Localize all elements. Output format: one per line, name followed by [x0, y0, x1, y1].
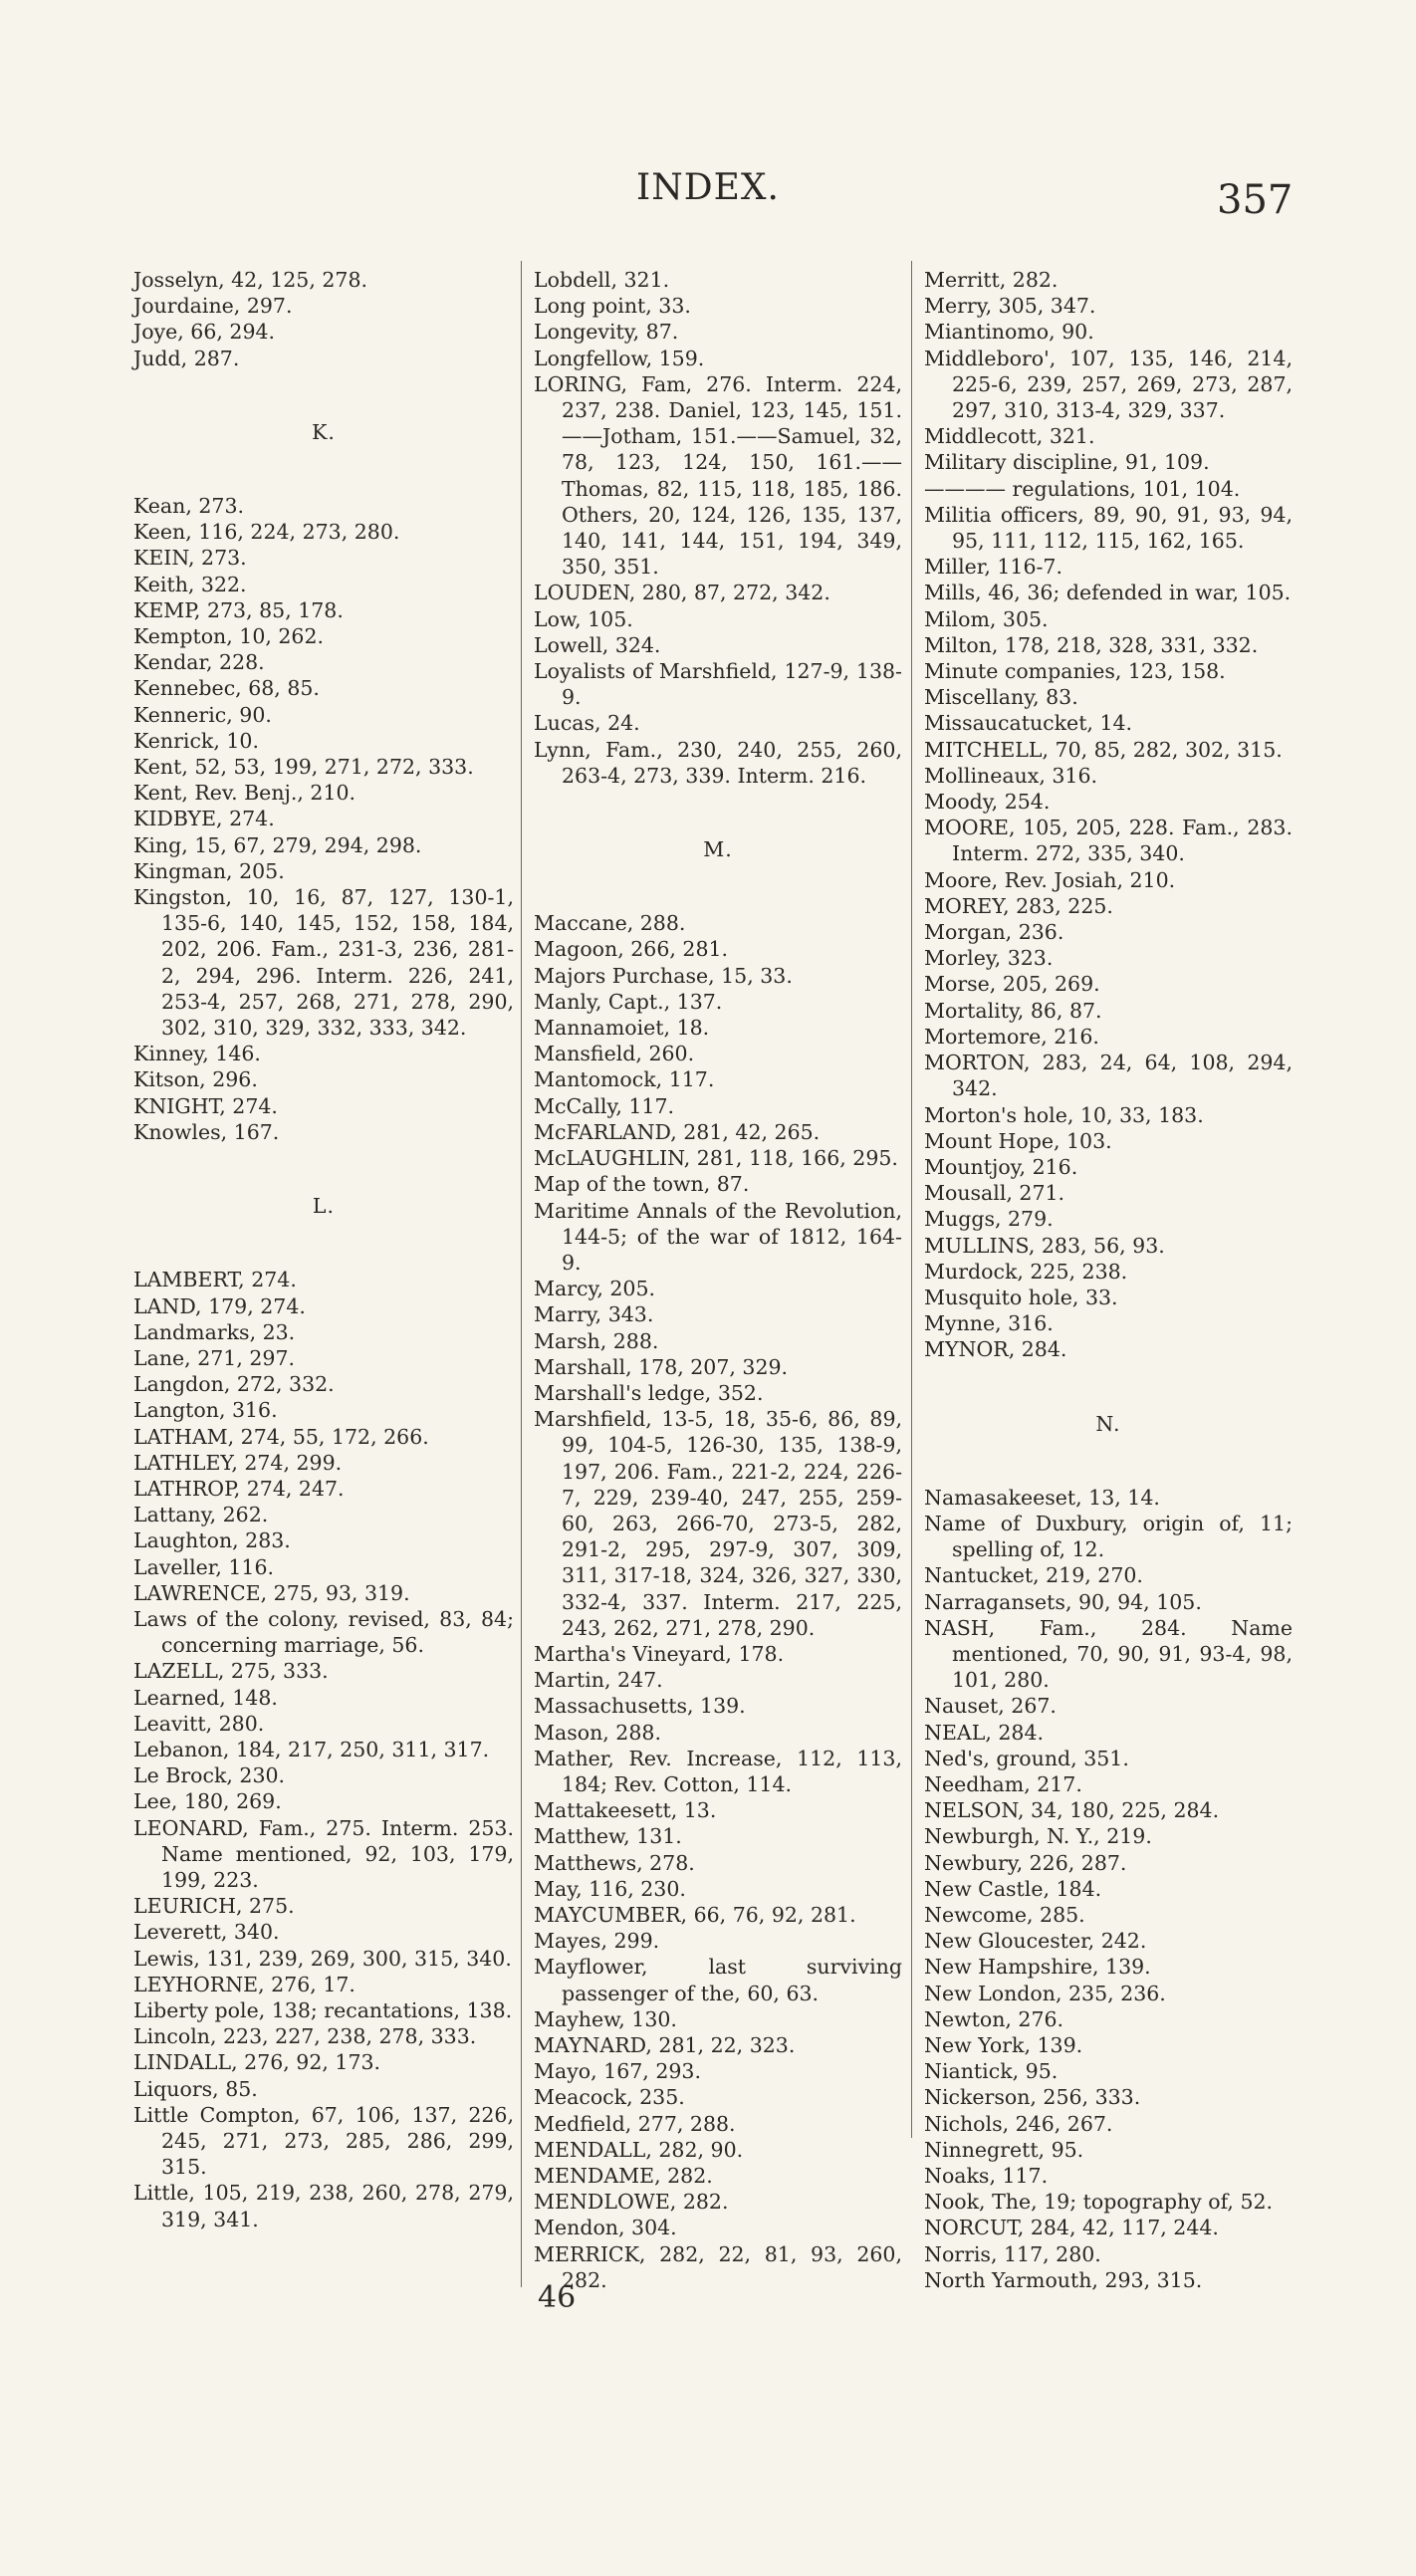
index-entry: Maccane, 288.: [534, 911, 686, 936]
section-gap: [534, 789, 902, 836]
index-entry: Kitson, 296.: [133, 1067, 258, 1092]
index-entry: Morley, 323.: [924, 946, 1054, 971]
index-entry: Marsh, 288.: [534, 1328, 659, 1353]
index-entry: LAWRENCE, 275, 93, 319.: [133, 1580, 410, 1605]
index-entry: Mousall, 271.: [924, 1181, 1065, 1206]
index-entry: Little Compton, 67, 106, 137, 226, 245, 271, 273, 285, 286, 299, 315.: [133, 2102, 514, 2180]
index-entry: Judd, 287.: [133, 346, 240, 370]
index-entry: Lobdell, 321.: [534, 268, 670, 292]
index-entry: Marshfield, 13-5, 18, 35-6, 86, 89, 99, 104-5, 126-30, 135, 138-9, 197, 206. Fam., 221-2, 224, 226-7, 229, 239-40, 247, 255, 259-60, 263, 266-70, 273-5, 282, 291-2, 295, 297-9, 307, 309, 311, 317-18, 324, 326, 327, 330, 332-4, 337. Interm. 217, 225, 243, 262, 271, 278, 290.: [534, 1407, 902, 1640]
index-entry: Miantinomo, 90.: [924, 320, 1094, 345]
index-entry: Low, 105.: [534, 606, 633, 631]
index-entry: Kinney, 146.: [133, 1042, 261, 1066]
index-entry: Morse, 205, 269.: [924, 972, 1100, 997]
index-entry: MORTON, 283, 24, 64, 108, 294, 342.: [924, 1051, 1293, 1101]
index-entry: Milom, 305.: [924, 606, 1049, 631]
index-entry: LATHAM, 274, 55, 172, 266.: [133, 1424, 429, 1449]
index-entry: Mantomock, 117.: [534, 1067, 715, 1092]
section-letter: N.: [1095, 1411, 1121, 1436]
index-entry: Merry, 305, 347.: [924, 294, 1096, 319]
index-entry: Kean, 273.: [133, 494, 244, 519]
index-entry: Massachusetts, 139.: [534, 1694, 746, 1719]
index-entry: Medfield, 277, 288.: [534, 2111, 736, 2136]
index-entry: Martin, 247.: [534, 1668, 663, 1693]
index-entry: LOUDEN, 280, 87, 272, 342.: [534, 581, 830, 605]
page-number: 357: [1217, 177, 1294, 223]
index-entry: Newburgh, N. Y., 219.: [924, 1824, 1152, 1849]
index-entry: Manly, Capt., 137.: [534, 989, 723, 1014]
index-entry: Musquito hole, 33.: [924, 1285, 1118, 1309]
index-entry: Mayes, 299.: [534, 1929, 660, 1954]
index-entry: Newbury, 226, 287.: [924, 1850, 1127, 1875]
index-entry: LEONARD, Fam., 275. Interm. 253. Name mentioned, 92, 103, 179, 199, 223.: [133, 1815, 514, 1892]
index-entry: Norris, 117, 280.: [924, 2241, 1101, 2266]
index-entry: Laughton, 283.: [133, 1528, 291, 1553]
index-entry: MULLINS, 283, 56, 93.: [924, 1233, 1165, 1258]
index-entry: LAZELL, 275, 333.: [133, 1659, 329, 1684]
index-entry: North Yarmouth, 293, 315.: [924, 2267, 1203, 2292]
section-gap: [133, 1219, 514, 1267]
index-entry: LEYHORNE, 276, 17.: [133, 1972, 355, 1996]
signature-mark: 46: [538, 2280, 577, 2315]
index-entry: MENDALL, 282, 90.: [534, 2137, 744, 2162]
index-entry: Joye, 66, 294.: [133, 320, 276, 345]
index-entry: MITCHELL, 70, 85, 282, 302, 315.: [924, 737, 1283, 762]
index-entry: Laveller, 116.: [133, 1554, 275, 1579]
index-entry: Keen, 116, 224, 273, 280.: [133, 520, 400, 545]
index-entry: Newton, 276.: [924, 2006, 1064, 2031]
index-entry: MAYNARD, 281, 22, 323.: [534, 2033, 796, 2057]
index-entry: NORCUT, 284, 42, 117, 244.: [924, 2216, 1219, 2240]
index-entry: Laws of the colony, revised, 83, 84; concerning marriage, 56.: [133, 1606, 514, 1658]
index-entry: Majors Purchase, 15, 33.: [534, 963, 793, 988]
index-entry: New York, 139.: [924, 2033, 1083, 2057]
index-entry: Liberty pole, 138; recantations, 138.: [133, 1997, 513, 2022]
index-entry: Kempton, 10, 262.: [133, 624, 325, 649]
section-letter: L.: [312, 1194, 336, 1219]
index-entry: Kenrick, 10.: [133, 728, 259, 753]
index-entry: Ninnegrett, 95.: [924, 2137, 1084, 2162]
running-head: INDEX.: [636, 167, 780, 208]
index-entry: Lee, 180, 269.: [133, 1789, 282, 1814]
index-entry: NEAL, 284.: [924, 1720, 1044, 1745]
index-entry: Namasakeeset, 13, 14.: [924, 1485, 1160, 1510]
index-entry: Marry, 343.: [534, 1302, 654, 1327]
section-gap: [924, 1437, 1293, 1485]
section-gap: [133, 1145, 514, 1193]
index-entry: Mortality, 86, 87.: [924, 998, 1102, 1023]
index-entry: LATHROP, 274, 247.: [133, 1476, 345, 1501]
section-gap: [924, 1363, 1293, 1411]
index-entry: Mortemore, 216.: [924, 1024, 1099, 1049]
index-entry: Mills, 46, 36; defended in war, 105.: [924, 581, 1292, 605]
section-gap: [133, 445, 514, 493]
index-entry: Murdock, 225, 238.: [924, 1259, 1128, 1284]
index-entry: Morton's hole, 10, 33, 183.: [924, 1102, 1204, 1127]
section-gap: [133, 371, 514, 419]
index-entry: Leavitt, 280.: [133, 1711, 265, 1736]
index-entry: KEMP, 273, 85, 178.: [133, 597, 344, 622]
index-entry: Little, 105, 219, 238, 260, 278, 279, 319, 341.: [133, 2181, 514, 2231]
index-entry: Middlecott, 321.: [924, 424, 1095, 449]
index-entry: Martha's Vineyard, 178.: [534, 1641, 785, 1666]
index-entry: Kent, 52, 53, 199, 271, 272, 333.: [133, 755, 474, 780]
index-entry: LAND, 179, 274.: [133, 1293, 306, 1318]
index-entry: Niantick, 95.: [924, 2059, 1059, 2084]
index-entry: Mendon, 304.: [534, 2216, 677, 2240]
index-entry: Marcy, 205.: [534, 1277, 656, 1301]
index-entry: Moody, 254.: [924, 790, 1051, 815]
index-entry: Knowles, 167.: [133, 1119, 280, 1144]
index-entry: LEURICH, 275.: [133, 1894, 295, 1919]
index-entry: LATHLEY, 274, 299.: [133, 1450, 343, 1475]
index-entry: Marshall, 178, 207, 329.: [534, 1354, 789, 1379]
index-entry: Mather, Rev. Increase, 112, 113, 184; Rev. Cotton, 114.: [534, 1746, 902, 1796]
index-entry: Lowell, 324.: [534, 632, 661, 657]
index-entry: Mannamoiet, 18.: [534, 1016, 710, 1041]
index-entry: Longevity, 87.: [534, 320, 679, 345]
index-entry: Long point, 33.: [534, 294, 691, 319]
index-entry: Miscellany, 83.: [924, 685, 1078, 710]
index-entry: Nichols, 246, 267.: [924, 2111, 1113, 2136]
index-entry: New Gloucester, 242.: [924, 1929, 1147, 1954]
column-rule: [521, 261, 522, 2287]
index-entry: Kingman, 205.: [133, 858, 285, 883]
index-entry: Militia officers, 89, 90, 91, 93, 94, 95, 111, 112, 115, 162, 165.: [924, 502, 1293, 554]
index-entry: Mayflower, last surviving passenger of the, 60, 63.: [534, 1955, 902, 2005]
index-entry: Middleboro', 107, 135, 146, 214, 225-6, 239, 257, 269, 273, 287, 297, 310, 313-4, 329, 337.: [924, 346, 1293, 423]
section-letter: K.: [312, 419, 336, 444]
index-entry: Minute companies, 123, 158.: [924, 659, 1226, 684]
index-entry: Magoon, 266, 281.: [534, 937, 729, 962]
index-entry: MENDLOWE, 282.: [534, 2190, 729, 2215]
index-entry: Mynne, 316.: [924, 1311, 1054, 1336]
index-entry: Maritime Annals of the Revolution, 144-5; of the war of 1812, 164-9.: [534, 1198, 902, 1275]
index-entry: Learned, 148.: [133, 1685, 278, 1710]
index-entry: New London, 235, 236.: [924, 1981, 1166, 2005]
index-entry: Needham, 217.: [924, 1771, 1082, 1796]
index-entry: Landmarks, 23.: [133, 1319, 296, 1344]
index-entry: Moore, Rev. Josiah, 210.: [924, 867, 1176, 892]
index-entry: Leverett, 340.: [133, 1920, 280, 1945]
index-entry: Military discipline, 91, 109.: [924, 450, 1210, 475]
index-entry: LORING, Fam, 276. Interm. 224, 237, 238. Daniel, 123, 145, 151.——Jotham, 151.——Samuel, 32, 78, 123, 124, 150, 161.——Thomas, 82, 115, 118, 185, 186. Others, 20, 124, 126, 135, 137, 140, 141, 144, 151, 194, 349, 350, 351.: [534, 371, 902, 580]
index-entry: Josselyn, 42, 125, 278.: [133, 268, 368, 292]
index-entry: Mollineaux, 316.: [924, 763, 1097, 788]
index-entry: Langdon, 272, 332.: [133, 1372, 335, 1397]
index-entry: Newcome, 285.: [924, 1902, 1085, 1927]
index-entry: Lane, 271, 297.: [133, 1345, 296, 1370]
index-entry: Nantucket, 219, 270.: [924, 1563, 1143, 1588]
index-entry: Mayo, 167, 293.: [534, 2059, 701, 2084]
index-entry: McLAUGHLIN, 281, 118, 166, 295.: [534, 1146, 898, 1171]
index-column-1: [133, 267, 514, 2232]
index-entry: Kendar, 228.: [133, 650, 265, 675]
index-entry: NASH, Fam., 284. Name mentioned, 70, 90, 91, 93-4, 98, 101, 280.: [924, 1615, 1293, 1693]
index-entry: Nauset, 267.: [924, 1694, 1057, 1719]
index-entry: MAYCUMBER, 66, 76, 92, 281.: [534, 1902, 856, 1927]
index-entry: May, 116, 230.: [534, 1876, 686, 1901]
index-entry: LINDALL, 276, 92, 173.: [133, 2050, 381, 2075]
index-entry: Milton, 178, 218, 328, 331, 332.: [924, 632, 1259, 657]
index-entry: Langton, 316.: [133, 1398, 278, 1423]
index-entry: Muggs, 279.: [924, 1207, 1054, 1232]
index-entry: LAMBERT, 274.: [133, 1268, 297, 1292]
index-entry: NELSON, 34, 180, 225, 284.: [924, 1798, 1220, 1823]
index-entry: Lynn, Fam., 230, 240, 255, 260, 263-4, 273, 339. Interm. 216.: [534, 737, 902, 788]
index-entry: Lattany, 262.: [133, 1503, 269, 1527]
index-entry: Keith, 322.: [133, 572, 247, 596]
index-entry: MOREY, 283, 225.: [924, 893, 1113, 918]
index-entry: Mountjoy, 216.: [924, 1154, 1078, 1179]
index-entry: Mayhew, 130.: [534, 2006, 677, 2031]
index-column-2: [534, 267, 902, 2293]
index-entry: MYNOR, 284.: [924, 1337, 1067, 1362]
index-entry: Liquors, 85.: [133, 2076, 258, 2101]
section-letter: M.: [703, 837, 733, 862]
index-entry: Longfellow, 159.: [534, 346, 705, 370]
index-entry: Lewis, 131, 239, 269, 300, 315, 340.: [133, 1946, 512, 1971]
index-entry: New Castle, 184.: [924, 1876, 1102, 1901]
index-entry: MENDAME, 282.: [534, 2164, 713, 2189]
index-entry: McFARLAND, 281, 42, 265.: [534, 1119, 821, 1144]
index-entry: MOORE, 105, 205, 228. Fam., 283. Interm. 272, 335, 340.: [924, 816, 1293, 866]
index-entry: Marshall's ledge, 352.: [534, 1380, 764, 1405]
index-entry: Mansfield, 260.: [534, 1042, 695, 1066]
index-entry: Morgan, 236.: [924, 920, 1064, 945]
index-column-3: [924, 267, 1293, 2293]
index-entry: MERRICK, 282, 22, 81, 93, 260, 282.: [534, 2241, 902, 2292]
index-entry: Lucas, 24.: [534, 711, 640, 736]
index-entry: KEIN, 273.: [133, 546, 247, 571]
index-entry: Kennebec, 68, 85.: [133, 676, 320, 701]
index-entry: Lincoln, 223, 227, 238, 278, 333.: [133, 2024, 477, 2049]
index-entry: Miller, 116-7.: [924, 555, 1062, 580]
index-entry: Map of the town, 87.: [534, 1172, 750, 1197]
index-entry: ———— regulations, 101, 104.: [924, 476, 1241, 501]
index-entry: Ned's, ground, 351.: [924, 1746, 1129, 1770]
index-entry: KNIGHT, 274.: [133, 1093, 278, 1118]
index-entry: Lebanon, 184, 217, 250, 311, 317.: [133, 1737, 490, 1761]
index-entry: Matthew, 131.: [534, 1824, 682, 1849]
index-entry: Loyalists of Marshfield, 127-9, 138-9.: [534, 659, 902, 710]
index-entry: Le Brock, 230.: [133, 1763, 286, 1788]
index-entry: Kingston, 10, 16, 87, 127, 130-1, 135-6, 140, 145, 152, 158, 184, 202, 206. Fam., 231-3, 236, 281-2, 294, 296. Interm. 226, 241, 253-4, 257, 268, 271, 278, 290, 302, 310, 329, 332, 333, 342.: [133, 885, 514, 1041]
index-entry: Kent, Rev. Benj., 210.: [133, 781, 356, 806]
index-entry: Missaucatucket, 14.: [924, 711, 1133, 736]
index-entry: Narragansets, 90, 94, 105.: [924, 1589, 1202, 1614]
index-entry: Mattakeesett, 13.: [534, 1798, 717, 1823]
index-entry: McCally, 117.: [534, 1093, 675, 1118]
index-entry: Noaks, 117.: [924, 2164, 1049, 2189]
index-entry: KIDBYE, 274.: [133, 807, 275, 831]
index-entry: Mount Hope, 103.: [924, 1128, 1112, 1153]
index-entry: New Hampshire, 139.: [924, 1955, 1151, 1980]
column-rule: [911, 261, 912, 2138]
index-entry: Matthews, 278.: [534, 1850, 695, 1875]
index-entry: Mason, 288.: [534, 1720, 661, 1745]
index-entry: King, 15, 67, 279, 294, 298.: [133, 832, 422, 857]
index-entry: Meacock, 235.: [534, 2085, 685, 2110]
section-gap: [534, 862, 902, 910]
index-entry: Nickerson, 256, 333.: [924, 2085, 1141, 2110]
index-entry: Nook, The, 19; topography of, 52.: [924, 2190, 1274, 2215]
index-entry: Kenneric, 90.: [133, 702, 272, 727]
index-entry: Name of Duxbury, origin of, 11; spelling of, 12.: [924, 1511, 1293, 1562]
index-entry: Jourdaine, 297.: [133, 294, 293, 319]
index-entry: Merritt, 282.: [924, 268, 1059, 292]
